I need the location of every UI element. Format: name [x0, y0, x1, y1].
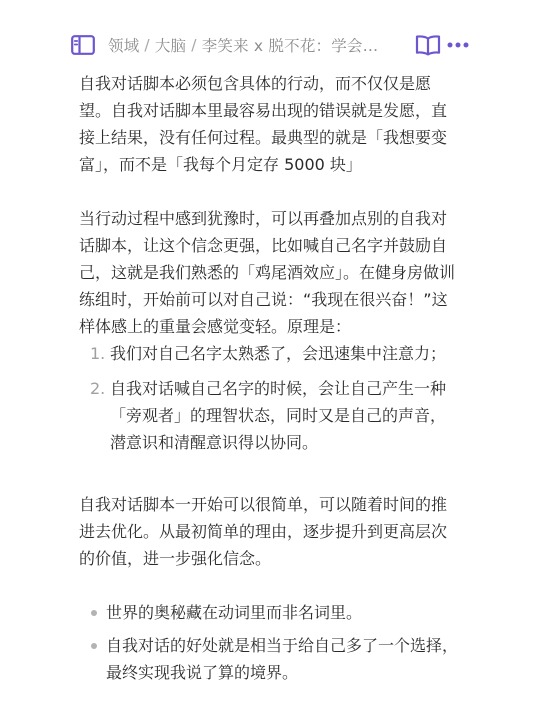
bullet-dot-icon — [91, 610, 97, 616]
bullet-dot-icon — [91, 643, 97, 649]
breadcrumb-item-current-note[interactable]: 李笑来 x 脱不花：学会… — [201, 37, 379, 55]
paragraph-action-script: 自我对话脚本必须包含具体的行动，而不仅仅是愿望。自我对话脚本里最容易出现的错误就是发愿，直接上结果，没有任何过程。最典型的就是「我想要变富」，而不是「我每个月定存 5000 块」 — [79, 74, 448, 174]
list-item-text: 世界的奥秘藏在动词里而非名词里。 — [106, 603, 363, 622]
note-content — [79, 70, 459, 686]
paragraph-hesitation: 当行动过程中感到犹豫时，可以再叠加点别的自我对话脚本，让这个信念更强，比如喊自己名字并鼓励自己，这就是我们熟悉的「鸡尾酒效应」。在健身房做训练组时，开始前可以对自己说：“我现在很兴奋！”这样体感上的重量会感觉变轻。原理是： — [79, 209, 456, 336]
breadcrumb-item-domain[interactable]: 领域 — [108, 37, 140, 55]
book-icon[interactable] — [415, 34, 441, 56]
list-item-text: 我们对自己名字太熟悉了，会迅速集中注意力； — [110, 344, 447, 363]
list-number: 1. — [90, 344, 106, 363]
ordered-list — [79, 340, 459, 456]
more-icon[interactable] — [447, 38, 469, 52]
breadcrumb-separator: / — [144, 36, 150, 54]
list-item — [79, 632, 459, 686]
list-item-text: 自我对话的好处就是相当于给自己多了一个选择，最终实现我说了算的境界。 — [106, 636, 459, 682]
list-number: 2. — [90, 379, 106, 398]
bullet-list — [79, 599, 459, 686]
list-item — [79, 375, 459, 456]
list-item — [79, 599, 459, 626]
list-item — [79, 340, 459, 367]
paragraph-optimize: 自我对话脚本一开始可以很简单，可以随着时间的推进去优化。从最初简单的理由，逐步提升到更高层次的价值，进一步强化信念。 — [79, 495, 448, 568]
breadcrumb-item-brain[interactable]: 大脑 — [154, 37, 187, 55]
breadcrumb — [108, 34, 410, 56]
list-item-text: 自我对话喊自己名字的时候，会让自己产生一种「旁观者」的理智状态，同时又是自己的声音，潜意识和清醒意识得以协同。 — [110, 379, 447, 452]
sidebar-toggle-icon[interactable] — [71, 35, 95, 55]
breadcrumb-separator: / — [191, 36, 197, 54]
